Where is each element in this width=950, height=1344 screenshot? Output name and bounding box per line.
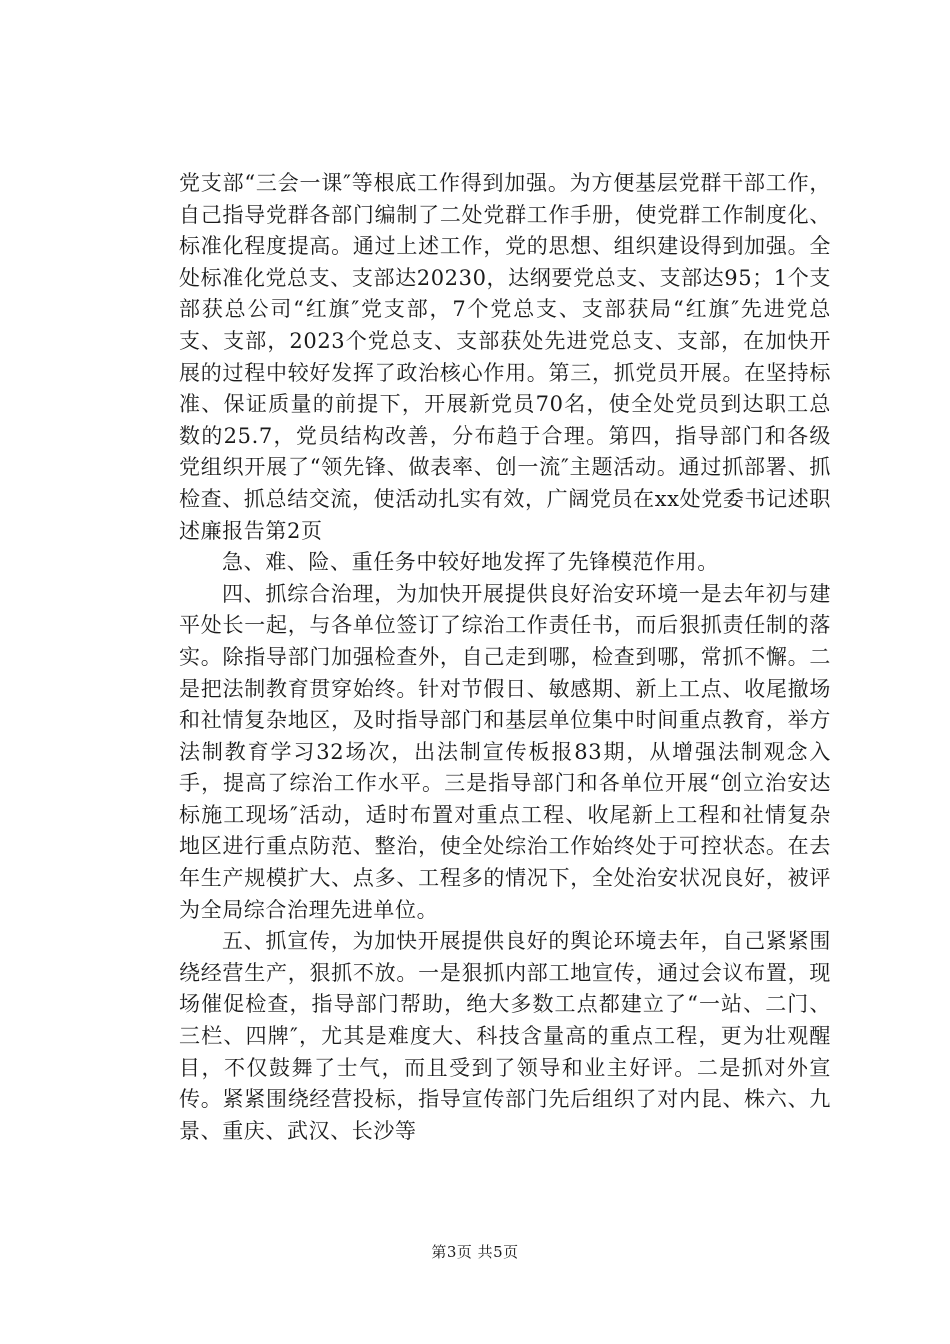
- paragraph-publicity: 五、抓宣传，为加快开展提供良好的舆论环境去年，自己紧紧围绕经营生产，狠抓不放。一是狠抓内部工地宣传，通过会议布置，现场催促检查，指导部门帮助，绝大多数工点都建立了“一站、二门、三栏、四牌″，尤其是难度大、科技含量高的重点工程，更为壮观醒目，不仅鼓舞了士气，而且受到了领导和业主好评。二是抓对外宣传。紧紧围绕经营投标，指导宣传部门先后组织了对内昆、株六、九景、重庆、武汉、长沙等: [179, 929, 831, 1143]
- document-body: [179, 168, 831, 1147]
- page-number-footer: 第3页 共5页: [431, 1243, 519, 1261]
- paragraph-comprehensive-governance: 四、抓综合治理，为加快开展提供良好治安环境一是去年初与建平处长一起，与各单位签订了综治工作责任书，而后狠抓责任制的落实。除指导部门加强检查外，自己走到哪，检查到哪，常抓不懈。二是把法制教育贯穿始终。针对节假日、敏感期、新上工点、收尾撤场和社情复杂地区，及时指导部门和基层单位集中时间重点教育，举方法制教育学习32场次，出法制宣传板报83期，从增强法制观念入手，提高了综治工作水平。三是指导部门和各单位开展“创立治安达标施工现场″活动，适时布置对重点工程、收尾新上工程和社情复杂地区进行重点防范、整治，使全处综治工作始终处于可控状态。在去年生产规模扩大、点多、工程多的情况下，全处治安状况良好，被评为全局综合治理先进单位。: [179, 581, 831, 922]
- paragraph-party-building: 党支部“三会一课″等根底工作得到加强。为方便基层党群干部工作，自己指导党群各部门编制了二处党群工作手册，使党群工作制度化、标准化程度提高。通过上述工作，党的思想、组织建设得到加强。全处标准化党总支、支部达20230，达纲要党总支、支部达95；1个支部获总公司“红旗″党支部，7个党总支、支部获局“红旗″先进党总支、支部，2023个党总支、支部获处先进党总支、支部，在加快开展的过程中较好发挥了政治核心作用。第三，抓党员开展。在坚持标准、保证质量的前提下，开展新党员70名，使全处党员到达职工总数的25.7，党员结构改善，分布趋于合理。第四，指导部门和各级党组织开展了“领先锋、做表率、创一流″主题活动。通过抓部署、抓检查、抓总结交流，使活动扎实有效，广阔党员在xx处党委书记述职述廉报告第2页: [179, 171, 831, 543]
- paragraph-vanguard-role: 急、难、险、重任务中较好地发挥了先锋模范作用。: [222, 550, 719, 575]
